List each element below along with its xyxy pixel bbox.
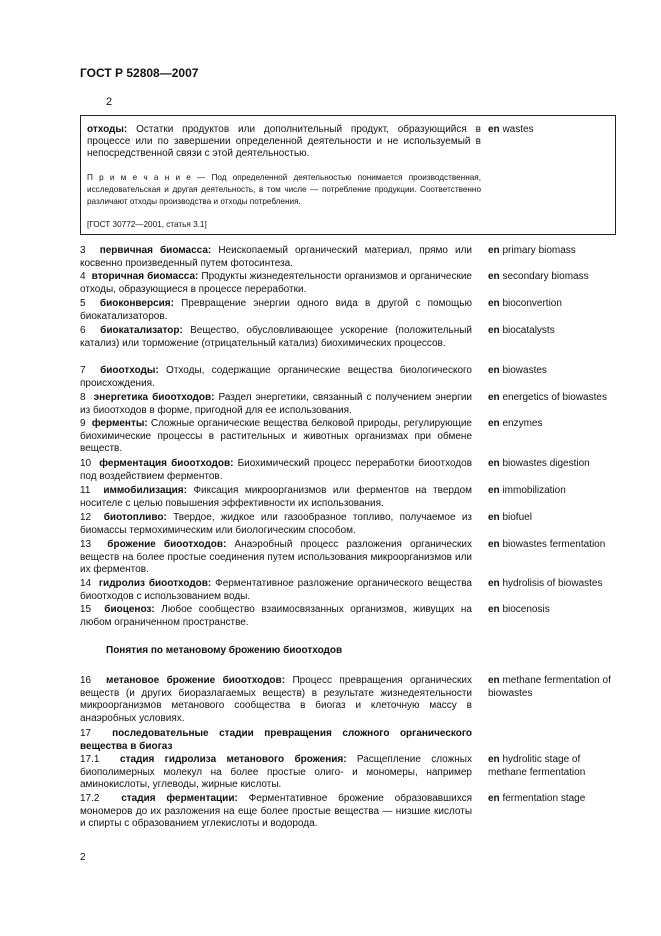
table-number: 2 [106, 96, 113, 108]
term-text: Неископаемый органический материал, прямо или косвенно произведенный путем фотосинтеза. [80, 245, 472, 269]
term-text: Раздел энергетики, связанный с получением энергии из биоотходов в форме, пригодной для ее использования. [80, 392, 472, 416]
term-9-en: en enzymes [488, 418, 543, 429]
term-6: 6 биокатализатор: Вещество, обусловливающее ускорение (положительный катализ) или торможение (отрицательный катализ) биохимических процессов. [80, 325, 472, 349]
term-name: биотопливо: [103, 512, 167, 523]
term-name: биоотходы: [100, 365, 159, 376]
term-3: 3 первичная биомасса: Неископаемый органический материал, прямо или косвенно произведенный путем фотосинтеза. [80, 245, 472, 269]
term-name: биоконверсия: [99, 298, 174, 309]
term-name: стадия ферментации: [121, 793, 238, 804]
term-10: 10 ферментация биоотходов: Биохимический процесс переработки биоотходов под воздействием ферментов. [80, 458, 473, 482]
section-title: Понятия по метановому брожению биоотходов [106, 645, 343, 656]
term-9: 9 ферменты: Сложные органические вещества белковой природы, регулирующие биохимические процессы в растительных и животных организмах при обмене веществ. [80, 418, 472, 454]
term-text: Вещество, обусловливающее ускорение (положительный катализ) или торможение (отрицательный катализ) биохимических процессов. [80, 325, 472, 349]
term-8-en: en energetics of biowastes [488, 392, 607, 403]
boxed-term-entry [80, 115, 616, 235]
term-text: Биохимический процесс переработки биоотходов под воздействием ферментов. [80, 458, 473, 482]
term-15-en: en biocenosis [488, 604, 550, 615]
term-11-en: en immobilization [488, 485, 566, 496]
term-name: вторичная биомасса: [91, 271, 199, 282]
term-16-en: en methane fermentation of biowastes [488, 675, 611, 699]
term-17: 17 последовательные стадии превращения сложного органического вещества в биогаз [80, 728, 472, 752]
term-7: 7 биоотходы: Отходы, содержащие органические вещества биологического происхождения. [80, 365, 472, 389]
term-17-2: 17.2 стадия ферментации: Ферментативное брожение образовавшихся мономеров до их разложения на еще более простые вещества — низшие кислоты и спирты с образованием углекислоты и водорода. [80, 793, 473, 829]
term-definition [87, 124, 481, 160]
term-text: Любое сообщество взаимосвязанных организмов, живущих на любом ограниченном пространстве. [80, 604, 472, 628]
en-prefix: en [488, 124, 500, 135]
en-term: wastes [499, 124, 534, 135]
term-4-en: en secondary biomass [488, 271, 589, 282]
term-text: Анаэробный процесс разложения органических веществ на более простые соединения путем использования микроорганизмов или их ферментов. [80, 539, 472, 575]
term-text: Остатки продуктов или дополнительный продукт, образующийся в процессе или по завершении определенной деятельности и не используемый в непосредственной связи с этой деятельностью. [87, 124, 481, 159]
term-name: брожение биоотходов: [107, 539, 227, 550]
term-12: 12 биотопливо: Твердое, жидкое или газообразное топливо, получаемое из биомассы термохимическим или биологическим способом. [80, 512, 472, 536]
term-name: биокатализатор: [100, 325, 183, 336]
term-text: Ферментативное разложение органического вещества биоотходов с использованием воды. [80, 578, 472, 602]
term-17-2-en: en fermentation stage [488, 793, 586, 804]
term-12-en: en biofuel [488, 512, 532, 523]
term-text: Превращение энергии одного вида в другой с помощью биокатализаторов. [80, 298, 472, 322]
term-name: стадия гидролиза метанового брожения: [120, 754, 347, 765]
document-header: ГОСТ Р 52808—2007 [80, 66, 199, 80]
term-13-en: en biowastes fermentation [488, 539, 606, 550]
term-3-en: en primary biomass [488, 245, 576, 256]
term-13: 13 брожение биоотходов: Анаэробный процесс разложения органических веществ на более простые соединения путем использования микроорганизмов или их ферментов. [80, 539, 472, 575]
term-text: Сложные органические вещества белковой природы, регулирующие биохимические процессы в растительных и животных организмах при обмене веществ. [80, 418, 472, 454]
term-name: энергетика биоотходов: [93, 392, 215, 403]
term-name: ферменты: [91, 418, 148, 429]
term-10-en: en biowastes digestion [488, 458, 590, 469]
term-17-1-en: en hydrolitic stage of methane fermentation [488, 754, 586, 778]
term-text: Продукты жизнедеятельности организмов и органические отходы, образующиеся в процессе переработки. [80, 271, 472, 295]
term-text: Фиксация микроорганизмов или ферментов на твердом носителе с целью повышения эффективности их использования. [80, 485, 473, 509]
term-name: гидролиз биоотходов: [98, 578, 212, 589]
term-text: Отходы, содержащие органические вещества биологического происхождения. [80, 365, 472, 389]
term-6-en: en biocatalysts [488, 325, 555, 336]
term-5: 5 биоконверсия: Превращение энергии одного вида в другой с помощью биокатализаторов. [80, 298, 472, 322]
term-17-1: 17.1 стадия гидролиза метанового брожения: Расщепление сложных биополимерных молекул на более простые олиго- и мономеры, например аминокислоты, углеводы, жирные кислоты. [80, 754, 472, 790]
term-name: биоценоз: [104, 604, 155, 615]
term-11: 11 иммобилизация: Фиксация микроорганизмов или ферментов на твердом носителе с целью повышения эффективности их использования. [80, 485, 473, 509]
page-number: 2 [80, 852, 86, 863]
term-note: П р и м е ч а н и е — Под определенной деятельностью понимается производственная, исследовательская и другая деятельность, в том числе — потребление продукции. Соответственно различают отходы производства и отходы потребления. [87, 173, 481, 206]
term-english [488, 124, 534, 135]
term-name: ферментация биоотходов: [99, 458, 234, 469]
term-8: 8 энергетика биоотходов: Раздел энергетики, связанный с получением энергии из биоотходов в форме, пригодной для ее использования. [80, 392, 472, 416]
term-text: Расщепление сложных биополимерных молекул на более простые олиго- и мономеры, например аминокислоты, углеводы, жирные кислоты. [80, 754, 472, 790]
term-7-en: en biowastes [488, 365, 547, 376]
term-name: последовательные стадии превращения сложного органического вещества в биогаз [80, 728, 472, 752]
term-14: 14 гидролиз биоотходов: Ферментативное разложение органического вещества биоотходов с использованием воды. [80, 578, 472, 602]
term-reference: [ГОСТ 30772—2001, статья 3.1] [87, 220, 207, 229]
term-name: первичная биомасса: [99, 245, 212, 256]
term-name: метановое брожение биоотходов: [106, 675, 286, 686]
term-text: Процесс превращения органических веществ (и других биоразлагаемых веществ) в результате жизнедеятельности микроорганизмов метанового сообщества в биогаз и клеточную массу в анаэробных условиях. [80, 675, 473, 724]
term-name: отходы: [87, 124, 128, 135]
term-name: иммобилизация: [103, 485, 187, 496]
term-text: Ферментативное брожение образовавшихся мономеров до их разложения на еще более простые вещества — низшие кислоты и спирты с образованием углекислоты и водорода. [80, 793, 473, 829]
term-5-en: en bioconvertion [488, 298, 562, 309]
term-15: 15 биоценоз: Любое сообщество взаимосвязанных организмов, живущих на любом ограниченном пространстве. [80, 604, 472, 628]
term-4: 4 вторичная биомасса: Продукты жизнедеятельности организмов и органические отходы, образующиеся в процессе переработки. [80, 271, 472, 295]
term-text: Твердое, жидкое или газообразное топливо, получаемое из биомассы термохимическим или биологическим способом. [80, 512, 472, 536]
term-14-en: en hydrolisis of biowastes [488, 578, 603, 589]
term-16: 16 метановое брожение биоотходов: Процесс превращения органических веществ (и других биоразлагаемых веществ) в результате жизнедеятельности микроорганизмов метанового сообщества в биогаз и клеточную массу в анаэробных условиях. [80, 675, 473, 724]
